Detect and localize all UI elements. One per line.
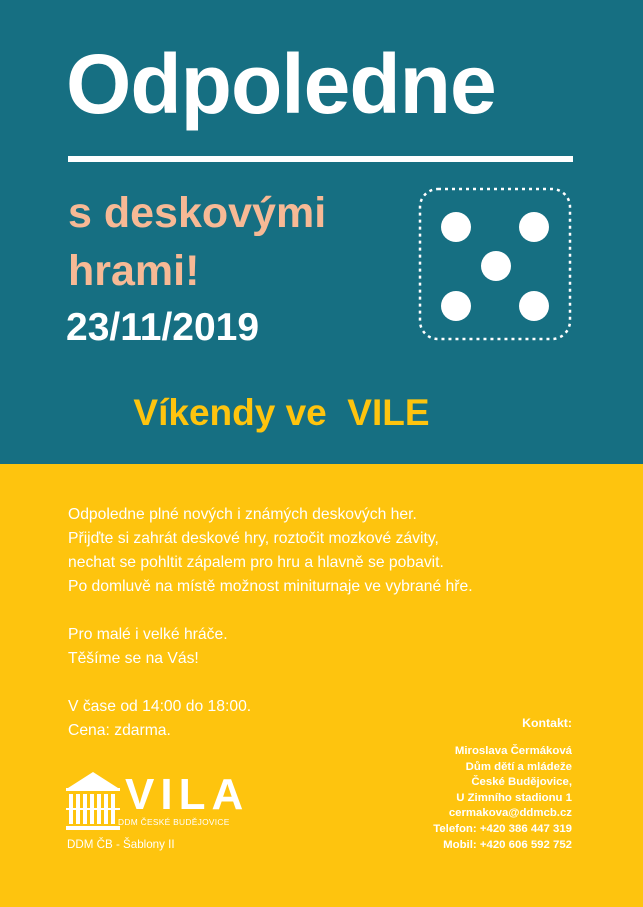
contact-address: U Zimního stadionu 1 xyxy=(456,791,572,804)
poster-title: Odpoledne xyxy=(66,37,496,131)
subtitle-line-1: s deskovými xyxy=(68,189,327,237)
event-name: Víkendy ve VILE xyxy=(133,392,430,433)
spacer xyxy=(68,599,473,623)
title-divider xyxy=(68,156,573,162)
subtitle-line-2: hrami! xyxy=(68,247,200,295)
logo-name: VILA xyxy=(125,770,250,819)
contact-organization: Dům dětí a mládeže xyxy=(465,760,572,773)
contact-name: Miroslava Čermáková xyxy=(454,745,572,757)
footer-label: DDM ČB - Šablony II xyxy=(67,838,175,851)
event-date: 23/11/2019 xyxy=(66,306,260,349)
event-description xyxy=(68,503,473,743)
poster-subtitle xyxy=(68,184,326,300)
greeting-line: Pro malé i velké hráče. xyxy=(68,626,228,643)
greeting-line: Těšíme se na Vás! xyxy=(68,650,199,667)
contact-email: cermakova@ddmcb.cz xyxy=(448,807,572,820)
contact-details xyxy=(433,744,572,853)
description-line: Odpoledne plné nových i známých deskových her. xyxy=(68,506,417,523)
contact-heading: Kontakt: xyxy=(522,716,572,730)
logo-subtitle: DDM ČESKÉ BUDĚJOVICE xyxy=(118,817,230,827)
dice-five-icon xyxy=(418,187,572,341)
contact-city: České Budějovice, xyxy=(471,776,572,789)
contact-phone: Telefon: +420 386 447 319 xyxy=(433,822,572,835)
event-price: Cena: zdarma. xyxy=(68,722,171,739)
description-line: Přijďte si zahrát deskové hry, roztočit mozkové závity, xyxy=(68,530,439,547)
description-line: nechat se pohltit zápalem pro hru a hlavně se pobavit. xyxy=(68,554,444,571)
description-line: Po domluvě na místě možnost miniturnaje ve vybrané hře. xyxy=(68,578,473,595)
event-time: V čase od 14:00 do 18:00. xyxy=(68,698,252,715)
spacer xyxy=(68,671,473,695)
contact-mobile: Mobil: +420 606 592 752 xyxy=(443,838,572,851)
